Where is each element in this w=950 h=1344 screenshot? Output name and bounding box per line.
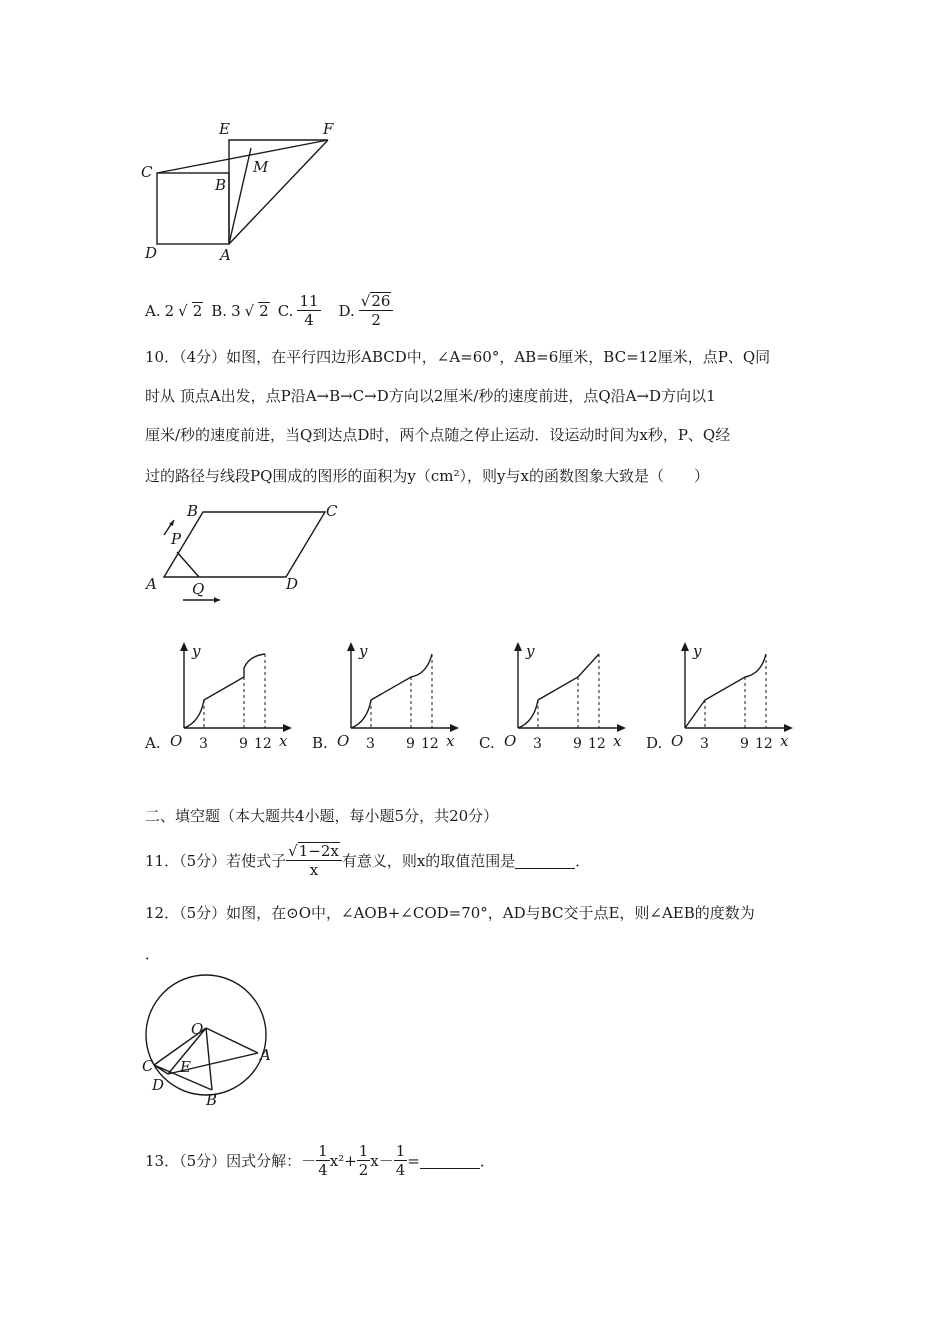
label-a: A (260, 1046, 271, 1064)
label-d: D (152, 1076, 165, 1094)
label-c: C (326, 502, 338, 520)
axis-origin: O (170, 732, 183, 750)
q13-fraction-1: $\frac{1}{4}$ (318, 1142, 328, 1179)
label-p: P (171, 530, 182, 548)
arrow-right-icon (784, 724, 793, 732)
q10-option-d-label: D. (646, 734, 663, 752)
label-d: D (145, 244, 158, 262)
q9-option-d-radicand: 26 (371, 292, 391, 310)
q9-option-a-label: A. (145, 301, 161, 320)
arrow-up-icon (180, 642, 188, 651)
tick-12: 12 (588, 736, 606, 752)
q9-option-c-label: C. (277, 301, 294, 320)
q11 (145, 842, 590, 879)
label-o: O (191, 1020, 204, 1038)
q10-option-b-label: B. (312, 734, 328, 752)
q11-radicand: 1−2x (298, 842, 339, 860)
q10-line-1: 10．（4分）如图，在平行四边形ABCD中，∠A=60°，AB=6厘米，BC=12厘米，点P、Q同 (145, 348, 771, 366)
axis-x-label: x (446, 732, 455, 750)
label-b: B (215, 176, 227, 194)
tick-3: 3 (199, 736, 208, 752)
q11-fraction: $\frac{√1-2x}{x}$ (286, 842, 342, 879)
arrow-up-icon (681, 642, 689, 651)
q10-line-2: 时从 顶点A出发，点P沿A→B→C→D方向以2厘米/秒的速度前进，点Q沿A→D方向以1 (145, 387, 716, 405)
q9-option-d-fraction: $\frac{√26}{2}$ (359, 292, 394, 329)
tick-3: 3 (366, 736, 375, 752)
tick-12: 12 (254, 736, 272, 752)
q11-prefix: 11．（5分）若使式子 (145, 851, 287, 870)
label-m: M (253, 158, 269, 176)
q9-options: A. 2 √ 2 B. 3 √ 2 C. $\frac{11}{4}$ D. $\frac{√26}{2}$ (145, 292, 393, 329)
q10-graph-d (665, 640, 797, 755)
label-b: B (206, 1091, 218, 1109)
arrow-right-icon (283, 724, 292, 732)
label-b: B (187, 502, 199, 520)
q11-suffix: 有意义，则x的取值范围是 (341, 851, 516, 870)
axis-x-label: x (613, 732, 622, 750)
tick-12: 12 (755, 736, 773, 752)
arrow-right-icon (450, 724, 459, 732)
tick-3: 3 (533, 736, 542, 752)
tick-9: 9 (406, 736, 415, 752)
axis-x-label: x (780, 732, 789, 750)
q13-fraction-3: $\frac{1}{4}$ (395, 1142, 406, 1179)
q9-option-a-radicand: 2 (192, 301, 203, 320)
tick-9: 9 (740, 736, 749, 752)
q13-prefix: 13．（5分）因式分解：－ (145, 1151, 317, 1170)
axis-y-label: y (526, 642, 535, 660)
q10-option-c-label: C. (479, 734, 495, 752)
arrow-right-icon (617, 724, 626, 732)
label-a: A (146, 575, 157, 593)
q11-denominator: x (309, 861, 319, 879)
axis-origin: O (671, 732, 684, 750)
q9-option-c-num: 11 (299, 292, 319, 310)
axis-y-label: y (192, 642, 201, 660)
q9-figure (135, 118, 350, 266)
label-a: A (220, 246, 231, 264)
q10-graph-c (498, 640, 630, 755)
q10-line-4: 过的路径与线段PQ围成的图形的面积为y（cm²），则y与x的函数图象大致是（ ） (145, 467, 709, 485)
q9-option-b-coef: 3 (231, 301, 241, 320)
label-c: C (141, 163, 153, 181)
q9-option-d-den: 2 (371, 311, 381, 329)
q11-end: ． (575, 851, 591, 870)
q13-term-2: x－ (370, 1151, 394, 1170)
label-c: C (142, 1057, 154, 1075)
axis-y-label: y (359, 642, 368, 660)
label-e: E (219, 120, 230, 138)
q9-option-b-radicand: 2 (259, 301, 269, 320)
q10-option-a-label: A. (145, 734, 161, 752)
q9-option-a-coef: 2 (164, 301, 175, 320)
q10-graph-a (164, 640, 296, 755)
arrow-up-icon (347, 642, 355, 651)
axis-origin: O (337, 732, 350, 750)
q13: 13．（5分）因式分解：－ $\frac{1}{4}$ x²+ $\frac{1}{2}$ x－ $\frac{1}{4}$ = ． (145, 1142, 495, 1179)
q12-figure (136, 968, 286, 1110)
label-d: D (286, 575, 299, 593)
arrow-up-icon (514, 642, 522, 651)
q11-answer-blank (515, 852, 575, 869)
tick-3: 3 (700, 736, 709, 752)
axis-origin: O (504, 732, 517, 750)
q12-line-1: 12．（5分）如图，在⊙O中，∠AOB+∠COD=70°，AD与BC交于点E，则∠AEB的度数为 (145, 904, 755, 922)
tick-12: 12 (421, 736, 439, 752)
q13-equals: = (407, 1151, 420, 1170)
q13-answer-blank (420, 1152, 480, 1169)
q10-graph-b (331, 640, 463, 755)
axis-x-label: x (279, 732, 288, 750)
tick-9: 9 (573, 736, 582, 752)
q13-term-1: x²+ (329, 1151, 357, 1170)
label-q: Q (192, 580, 205, 598)
q12-line-2: ． (145, 945, 161, 963)
label-f: F (323, 120, 334, 138)
arrow-right-icon (214, 597, 220, 603)
q9-option-b-label: B. (211, 301, 228, 320)
q9-option-d-label: D. (338, 301, 355, 320)
q13-fraction-2: $\frac{1}{2}$ (358, 1142, 369, 1179)
section-2-heading: 二、填空题（本大题共4小题，每小题5分，共20分） (145, 807, 499, 825)
q9-option-c-den: 4 (304, 311, 314, 329)
arrow-up-icon (169, 520, 174, 526)
tick-9: 9 (239, 736, 248, 752)
axis-y-label: y (693, 642, 702, 660)
q10-figure (140, 498, 350, 608)
label-e: E (180, 1058, 191, 1076)
q10-line-3: 厘米/秒的速度前进，当Q到达点D时，两个点随之停止运动．设运动时间为x秒，P、Q经 (145, 426, 731, 444)
q9-option-c-fraction (297, 292, 320, 329)
